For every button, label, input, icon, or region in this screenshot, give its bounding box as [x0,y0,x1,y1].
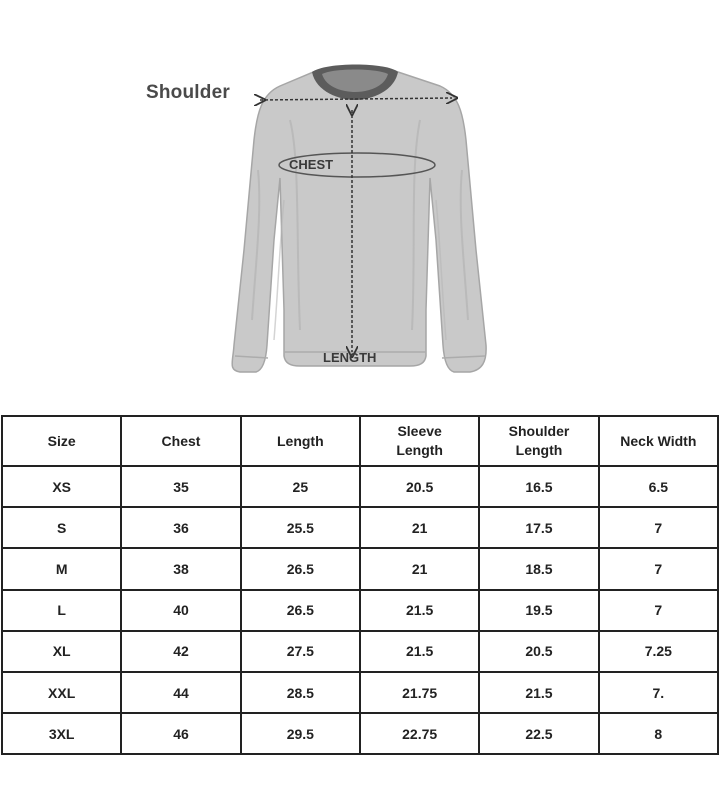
table-cell: 21.5 [360,631,479,672]
table-cell: 25 [241,466,360,507]
table-cell: 44 [121,672,240,713]
table-cell: 7 [599,590,718,631]
table-row [2,631,718,672]
table-cell: 42 [121,631,240,672]
table-cell: 26.5 [241,590,360,631]
table-cell: 17.5 [479,507,598,548]
table-cell: XS [2,466,121,507]
column-header: Length [241,416,360,466]
table-cell: 28.5 [241,672,360,713]
table-cell: 8 [599,713,718,754]
table-cell: 25.5 [241,507,360,548]
table-cell: 27.5 [241,631,360,672]
table-cell: 21 [360,507,479,548]
column-header: Chest [121,416,240,466]
table-cell: 35 [121,466,240,507]
table-row [2,548,718,589]
length-label: LENGTH [323,350,377,365]
table-cell: 40 [121,590,240,631]
column-header: Size [2,416,121,466]
table-cell: 36 [121,507,240,548]
table-cell: 21 [360,548,479,589]
table-cell: 19.5 [479,590,598,631]
table-cell: 26.5 [241,548,360,589]
table-cell: 7 [599,548,718,589]
table-cell: 20.5 [360,466,479,507]
table-cell: 20.5 [479,631,598,672]
size-chart-table [1,415,719,755]
table-row [2,672,718,713]
shoulder-label: Shoulder [146,82,230,103]
table-cell: S [2,507,121,548]
table-cell: 16.5 [479,466,598,507]
table-cell: 7. [599,672,718,713]
table-cell: 3XL [2,713,121,754]
table-cell: 22.5 [479,713,598,754]
table-cell: XL [2,631,121,672]
table-row [2,466,718,507]
table-row [2,713,718,754]
table-cell: M [2,548,121,589]
table-body [2,466,718,754]
table-cell: 22.75 [360,713,479,754]
table-header-row [2,416,718,466]
column-header: Shoulder Length [479,416,598,466]
table-cell: 18.5 [479,548,598,589]
table-cell: 7.25 [599,631,718,672]
table-cell: XXL [2,672,121,713]
chest-label: CHEST [289,157,334,172]
table-cell: 7 [599,507,718,548]
table-row [2,590,718,631]
table-cell: 21.5 [360,590,479,631]
table-cell: 21.75 [360,672,479,713]
shirt-body [232,70,486,372]
table-cell: 21.5 [479,672,598,713]
table-cell: 6.5 [599,466,718,507]
column-header: Neck Width [599,416,718,466]
table-cell: 46 [121,713,240,754]
table-row [2,507,718,548]
table-cell: L [2,590,121,631]
column-header: Sleeve Length [360,416,479,466]
table-cell: 38 [121,548,240,589]
table-cell: 29.5 [241,713,360,754]
